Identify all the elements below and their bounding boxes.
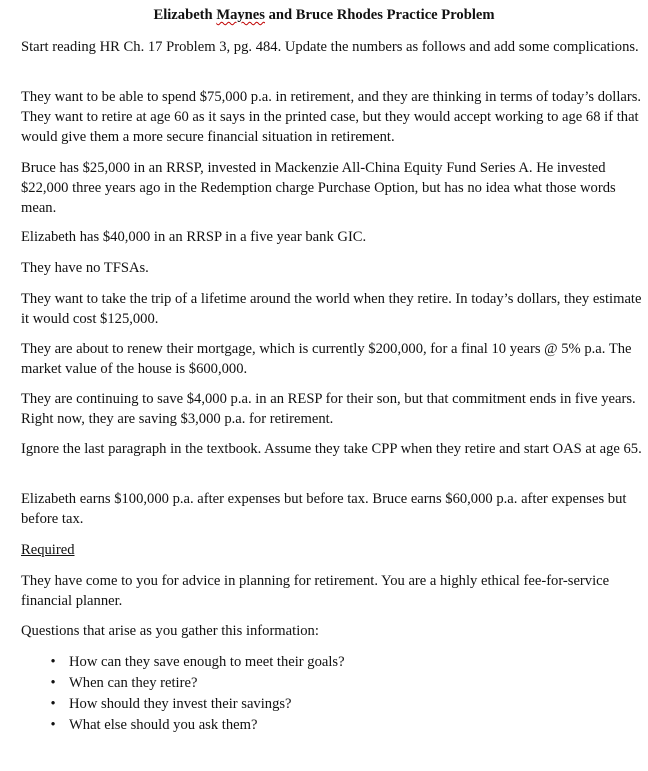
paragraph-trip: They want to take the trip of a lifetime around the world when they retire. In today’s dollars, they estimate it would cost $125,000. — [21, 291, 642, 327]
paragraph-cpp-oas: Ignore the last paragraph in the textbook. Assume they take CPP when they retire and start OAS at age 65. — [21, 441, 642, 457]
required-heading: Required — [21, 542, 75, 558]
paragraph-earnings: Elizabeth earns $100,000 p.a. after expenses but before tax. Bruce earns $60,000 p.a. after expenses but before tax. — [21, 491, 627, 527]
questions-list — [21, 652, 641, 736]
paragraph-advice: They have come to you for advice in planning for retirement. You are a highly ethical fee-for-service financial planner. — [21, 573, 610, 609]
list-item — [21, 715, 641, 736]
paragraph-spending-goal: They want to be able to spend $75,000 p.a. in retirement, and they are thinking in terms of today’s dollars. They want to retire at age 60 as it says in the printed case, but they would accept working to age 68 if that would give them a more secure financial situation in retirement. — [21, 89, 642, 145]
paragraph-resp: They are continuing to save $4,000 p.a. in an RESP for their son, but that commitment ends in five years. Right now, they are saving $3,000 p.a. for retirement. — [21, 391, 636, 427]
document-title — [0, 6, 648, 24]
question-text: What else should you ask them? — [69, 717, 258, 733]
bullet-icon: • — [50, 675, 56, 691]
paragraph-tfsa: They have no TFSAs. — [21, 260, 149, 276]
bullet-icon: • — [50, 717, 56, 733]
paragraph-bruce-rrsp: Bruce has $25,000 in an RRSP, invested in Mackenzie All-China Equity Fund Series A. He invested $22,000 three years ago in the Redemption charge Purchase Option, but has no idea what those words mean. — [21, 160, 616, 216]
paragraph-mortgage: They are about to renew their mortgage, which is currently $200,000, for a final 10 years @ 5% p.a. The market value of the house is $600,000. — [21, 341, 632, 377]
title-name-elizabeth: Elizabeth — [153, 7, 213, 23]
list-item — [21, 673, 641, 694]
title-rest: and Bruce Rhodes Practice Problem — [268, 7, 495, 23]
title-name-maynes: Maynes — [216, 7, 265, 23]
paragraph-start-reading: Start reading HR Ch. 17 Problem 3, pg. 484. Update the numbers as follows and add some complications. — [21, 39, 639, 55]
questions-intro: Questions that arise as you gather this information: — [21, 623, 319, 639]
list-item — [21, 652, 641, 673]
question-text: When can they retire? — [69, 675, 198, 691]
question-text: How can they save enough to meet their goals? — [69, 654, 345, 670]
question-text: How should they invest their savings? — [69, 696, 292, 712]
list-item — [21, 694, 641, 715]
bullet-icon: • — [50, 654, 56, 670]
bullet-icon: • — [50, 696, 56, 712]
paragraph-elizabeth-rrsp: Elizabeth has $40,000 in an RRSP in a five year bank GIC. — [21, 229, 367, 245]
